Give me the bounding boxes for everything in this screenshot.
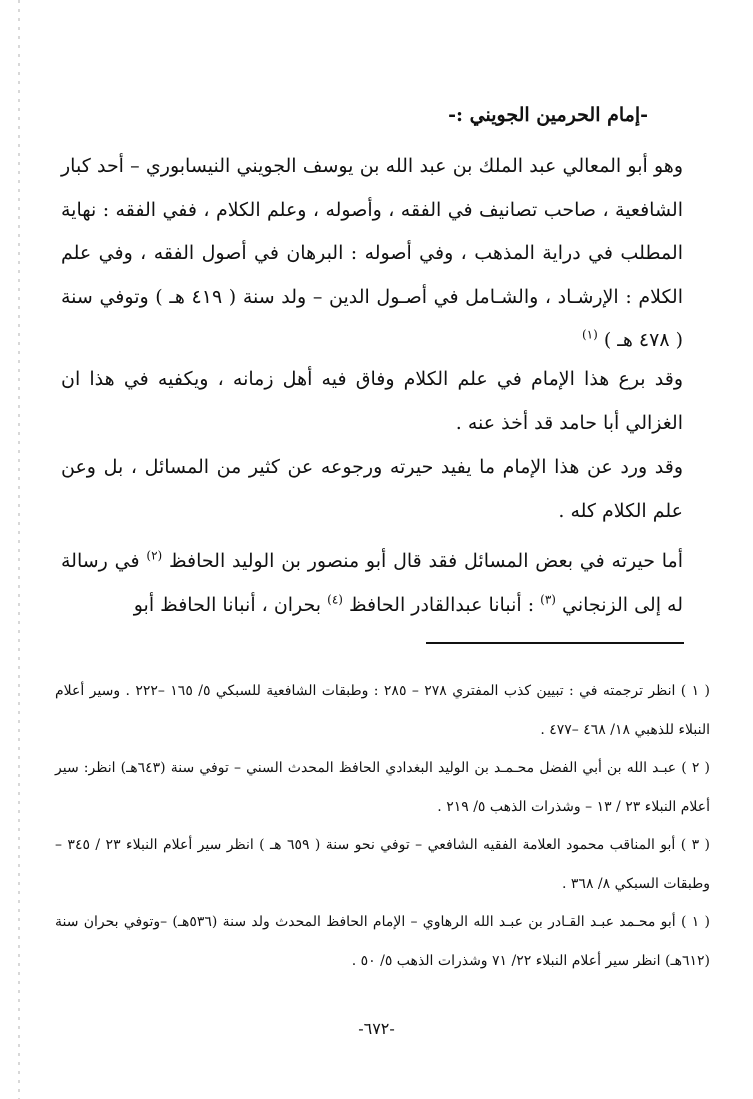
footnote-2: ( ٢ ) عبـد الله بن أبي الفضل محـمـد بن الوليد البغدادي الحافظ المحدث السني – توفي سنة (٦٤٣هـ) انظر: سير أعلام النبلاء ٢٣ / ١٣ – وشذرات الذهب ٥/ ٢١٩ . (55, 760, 710, 815)
footnote-ref-3: (٣) (540, 592, 556, 607)
paragraph-biography-text: وهو أبو المعالي عبد الملك بن عبد الله بن يوسف الجويني النيسابوري – أحد كبار الشافعية ، صاحب تصانيف في الفقه ، وأصوله ، وعلم الكلام ، ففي الفقه : نهاية المطلب في دراية المذهب ، وفي أصوله : البرهان في أصول الفقه ، وفي علم الكلام : الإرشـاد ، والشـامل في أصـول الدين – ولد سنة ( ٤١٩ هـ ) وتوفي سنة ( ٤٧٨ هـ ) (61, 155, 684, 351)
footnote-ref-1: (١) (581, 327, 598, 342)
footnote-3: ( ٣ ) أبو المناقب محمود العلامة الفقيه الشافعي – توفي نحو سنة ( ٦٥٩ هـ ) انظر سير أعلام النبلاء ٢٣ / ٣٤٥ – وطبقات السبكي ٨/ ٣٦٨ . (55, 837, 711, 892)
paragraph-perplexity-part-d: بحران ، أنبانا الحافظ أبو (133, 593, 322, 616)
scan-edge-marks (18, 0, 20, 1099)
footnote-divider (426, 642, 684, 644)
footnote-1: ( ١ ) انظر ترجمته في : تبيين كذب المفتري ٢٧٨ – ٢٨٥ : وطبقات الشافعية للسبكي ٥/ ١٦٥ –٢٢٢ . وسير أعلام النبلاء للذهبي ١٨/ ٤٦٨ –٤٧٧ . (55, 683, 710, 738)
paragraph-return-from-kalam: وقد ورد عن هذا الإمام ما يفيد حيرته ورجوعه عن كثير من المسائل ، بل وعن علم الكلام كله . (61, 456, 683, 522)
paragraph-perplexity (61, 540, 683, 627)
paragraph-perplexity-part-c: : أنبانا عبدالقادر الحافظ (349, 593, 535, 616)
paragraph-kalam-mastery: وقد برع هذا الإمام في علم الكلام وفاق فيه أهل زمانه ، ويكفيه في هذا ان الغزالي أبا حامد قد أخذ عنه . (61, 368, 683, 434)
footnotes-section (55, 672, 710, 980)
paragraph-perplexity-part-b: في رسالة له إلى الزنجاني (61, 550, 683, 616)
section-heading: -إمام الحرمين الجويني :- (448, 104, 648, 126)
paragraph-biography (61, 145, 683, 363)
paragraph-perplexity-part-a: أما حيرته في بعض المسائل فقد قال أبو منصور بن الوليد الحافظ (169, 550, 683, 572)
footnote-4: ( ١ ) أبو محـمد عبـد القـادر بن عبـد الله الرهاوي – الإمام الحافظ المحدث ولد سنة (٥٣٦هـ) –وتوفي بحران سنة (٦١٢هـ) انظر سير أعلام النبلاء ٢٢/ ٧١ وشذرات الذهب ٥/ ٥٠ . (55, 914, 711, 969)
page-number: -٦٧٢- (358, 1019, 395, 1038)
footnote-ref-4: (٤) (327, 592, 343, 607)
footnote-ref-2: (٢) (146, 548, 163, 563)
